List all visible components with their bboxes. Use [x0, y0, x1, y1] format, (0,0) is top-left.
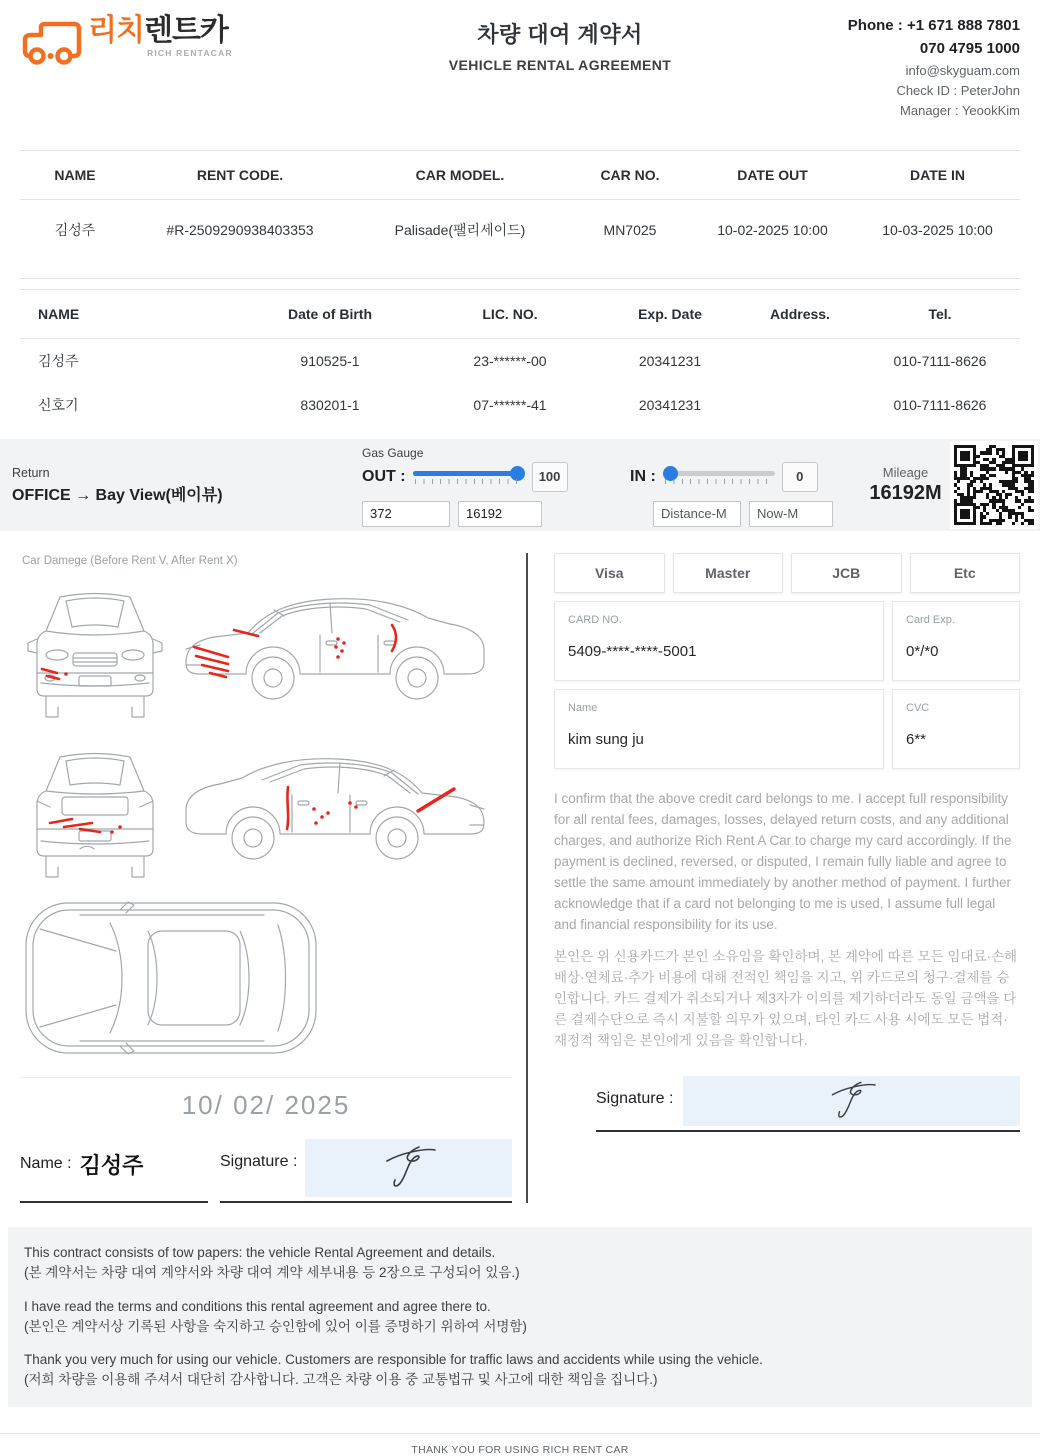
- mileage-label: Mileage: [882, 465, 929, 480]
- gas-in-value[interactable]: 0: [782, 462, 818, 492]
- card-confirmation-kr: 본인은 위 신용카드가 본인 소유임을 확인하며, 본 계약에 따른 모든 임대료·손해배상·연체료·추가 비용에 대해 전적인 책임을 지고, 위 카드로의 청구·결제를 승인합니다. 카드 결제가 취소되거나 제3자가 이의를 제기하더라도 동일 금액을 다른 결제수단으로 즉시 지불할 의무가 있으며, 타인 카드 사용 시에도 모든 법적·재정적 책임은 본인에게 있음을 확인합니다.: [554, 949, 1018, 1049]
- notice-item: [24, 1297, 1016, 1338]
- driver-exp-date: 20341231: [638, 353, 702, 369]
- gas-out-value[interactable]: 100: [532, 462, 568, 492]
- contract-notice-box: [8, 1227, 1032, 1407]
- in-distance-input[interactable]: [653, 501, 741, 527]
- slider-ticks: [415, 479, 523, 484]
- gauge-band: [0, 439, 1040, 531]
- qr-code: [950, 441, 1038, 529]
- gas-out-label: OUT :: [362, 467, 406, 485]
- car-no: MN7025: [570, 200, 690, 279]
- page-header: [0, 0, 1040, 150]
- col-driver-name: NAME: [20, 290, 240, 339]
- col-date-out: DATE OUT: [690, 151, 855, 200]
- notice-text-en: I have read the terms and conditions this rental agreement and agree there to.: [24, 1298, 491, 1314]
- gas-gauge-label: Gas Gauge: [362, 445, 424, 460]
- card-holder-field[interactable]: [554, 689, 884, 769]
- col-exp-date: Exp. Date: [600, 290, 740, 339]
- col-address: Address.: [740, 290, 860, 339]
- renter-signature-field: [220, 1139, 512, 1203]
- driver-name: 신호기: [38, 397, 79, 413]
- driver-dob: 910525-1: [300, 353, 360, 369]
- col-date-in: DATE IN: [855, 151, 1020, 200]
- notice-item: [24, 1350, 1016, 1391]
- notice-text-en: This contract consists of tow papers: the vehicle Rental Agreement and details.: [24, 1245, 496, 1260]
- phone-number-1: Phone : +1 671 888 7801: [847, 17, 1020, 34]
- car-side-left-view-diagram[interactable]: [178, 737, 496, 889]
- gas-out-slider[interactable]: [413, 468, 525, 486]
- driver-tel: 010-7111-8626: [893, 353, 987, 369]
- tab-visa[interactable]: Visa: [554, 553, 665, 593]
- mileage-value: 16192M: [869, 482, 942, 504]
- driver-dob: 830201-1: [300, 397, 360, 413]
- card-exp-value: 0*/*0: [906, 643, 939, 660]
- car-top-view-diagram[interactable]: [20, 895, 322, 1063]
- card-exp-label: Card Exp.: [906, 614, 955, 626]
- email-address: info@skyguam.com: [905, 62, 1020, 78]
- date-out: 10-02-2025 10:00: [690, 200, 855, 279]
- driver-lic-no: 23-******-00: [473, 353, 547, 369]
- col-dob: Date of Birth: [240, 290, 420, 339]
- card-no-label: CARD NO.: [568, 614, 622, 626]
- driver-row: [20, 383, 1020, 427]
- phone-number-2: 070 4795 1000: [919, 40, 1020, 58]
- card-no-value: 5409-****-****-5001: [568, 643, 697, 660]
- cvc-value: 6**: [906, 731, 927, 748]
- inspection-date: 10/ 02/ 2025: [181, 1090, 351, 1120]
- col-lic-no: LIC. NO.: [420, 290, 600, 339]
- driver-row: [20, 339, 1020, 384]
- driver-tel: 010-7111-8626: [893, 397, 987, 413]
- gas-in-label: IN :: [630, 467, 656, 485]
- card-holder-value: kim sung ju: [568, 731, 644, 748]
- out-distance-input[interactable]: [362, 501, 450, 527]
- rental-table-row: [20, 200, 1020, 279]
- return-route: OFFICE → Bay View(베이뷰): [12, 486, 223, 504]
- page-title-en: VEHICLE RENTAL AGREEMENT: [448, 57, 672, 73]
- card-no-field[interactable]: [554, 601, 884, 681]
- slider-track[interactable]: [663, 471, 775, 476]
- card-holder-label: Name: [568, 702, 598, 714]
- signature-scribble: [377, 1141, 441, 1195]
- car-side-right-view-diagram[interactable]: [178, 577, 496, 729]
- in-mileage-input[interactable]: [749, 501, 833, 527]
- signature-label: Signature :: [596, 1090, 674, 1108]
- slider-fill: [413, 471, 517, 476]
- truck-icon: [20, 16, 82, 69]
- tab-etc[interactable]: Etc: [910, 553, 1021, 593]
- tab-jcb[interactable]: JCB: [791, 553, 902, 593]
- driver-table: [20, 289, 1020, 427]
- renter-name: 김성주: [20, 200, 130, 279]
- car-damage-section: [20, 553, 512, 1203]
- rent-code: #R-2509290938403353: [130, 200, 350, 279]
- tab-master[interactable]: Master: [673, 553, 784, 593]
- signature-scribble: [822, 1077, 882, 1125]
- logo-wordmark: 리치렌트카: [88, 14, 228, 47]
- card-type-tabs: [554, 553, 1020, 593]
- col-car-no: CAR NO.: [570, 151, 690, 200]
- renter-name-field: [20, 1139, 208, 1203]
- out-mileage-input[interactable]: [458, 501, 542, 527]
- col-tel: Tel.: [860, 290, 1020, 339]
- car-front-view-diagram[interactable]: [20, 577, 170, 729]
- logo-subtitle: RICH RENTACAR: [147, 48, 233, 58]
- name-label: Name :: [20, 1155, 72, 1172]
- cvc-label: CVC: [906, 702, 930, 714]
- driver-address: [740, 339, 860, 384]
- car-rear-view-diagram[interactable]: [20, 737, 170, 889]
- notice-item: [24, 1243, 1016, 1284]
- cardholder-signature-field: [596, 1076, 1020, 1132]
- check-id: Check ID : PeterJohn: [896, 82, 1020, 98]
- renter-signature-box[interactable]: [305, 1139, 512, 1197]
- date-in: 10-03-2025 10:00: [855, 200, 1020, 279]
- gas-in-slider[interactable]: [663, 468, 775, 486]
- payment-section: [528, 553, 1020, 1203]
- driver-name: 김성주: [38, 353, 79, 369]
- rental-table-header-row: [20, 151, 1020, 200]
- car-damage-title: Car Damege (Before Rent V, After Rent X): [22, 555, 238, 567]
- notice-text-kr: (저희 차량을 이용해 주셔서 대단히 감사합니다. 고객은 차량 이용 중 교통법규 및 사고에 대한 책임을 집니다.): [24, 1372, 658, 1388]
- col-name: NAME: [20, 151, 130, 200]
- page-title-kr: 차량 대여 계약서: [477, 22, 643, 47]
- driver-table-header-row: [20, 290, 1020, 339]
- driver-address: [740, 383, 860, 427]
- thank-you-footer: THANK YOU FOR USING RICH RENT CAR: [411, 1443, 629, 1456]
- driver-exp-date: 20341231: [638, 397, 702, 413]
- col-rent-code: RENT CODE.: [130, 151, 350, 200]
- cardholder-signature-box[interactable]: [683, 1076, 1020, 1126]
- company-logo: [20, 12, 350, 69]
- col-car-model: CAR MODEL.: [350, 151, 570, 200]
- card-confirmation-en: I confirm that the above credit card belongs to me. I accept full responsibility for all rental fees, damages, losses, delayed return costs, and any additional charges, and authorize Rich Rent A Car to charge my card accordingly. If the payment is declined, reversed, or disputed, I remain fully liable and agree to settle the same amount immediately by another method of payment. I further acknowledge that if a card not belonging to me is used, I assume full legal and financial responsibility for its use.: [554, 791, 1012, 932]
- slider-ticks: [665, 479, 773, 484]
- signature-label: Signature :: [220, 1153, 298, 1170]
- notice-text-en: Thank you very much for using our vehicle. Customers are responsible for traffic laws and accidents while using the vehicle.: [24, 1352, 763, 1367]
- manager-name: Manager : YeookKim: [900, 102, 1020, 118]
- renter-name-value: 김성주: [79, 1152, 144, 1178]
- notice-text-kr: (본인은 계약서상 기록된 사항을 숙지하고 승인함에 있어 이를 증명하기 위하여 서명함): [24, 1318, 527, 1334]
- notice-text-kr: (본 계약서는 차량 대여 계약서와 차량 대여 계약 세부내용 등 2장으로 구성되어 있음.): [24, 1265, 520, 1281]
- driver-lic-no: 07-******-41: [473, 397, 547, 413]
- cvc-field[interactable]: [892, 689, 1020, 769]
- return-label: Return: [12, 465, 50, 480]
- card-exp-field[interactable]: [892, 601, 1020, 681]
- car-model: Palisade(팰리세이드): [350, 200, 570, 279]
- contact-info: [770, 12, 1020, 121]
- rental-summary-table: [20, 150, 1020, 279]
